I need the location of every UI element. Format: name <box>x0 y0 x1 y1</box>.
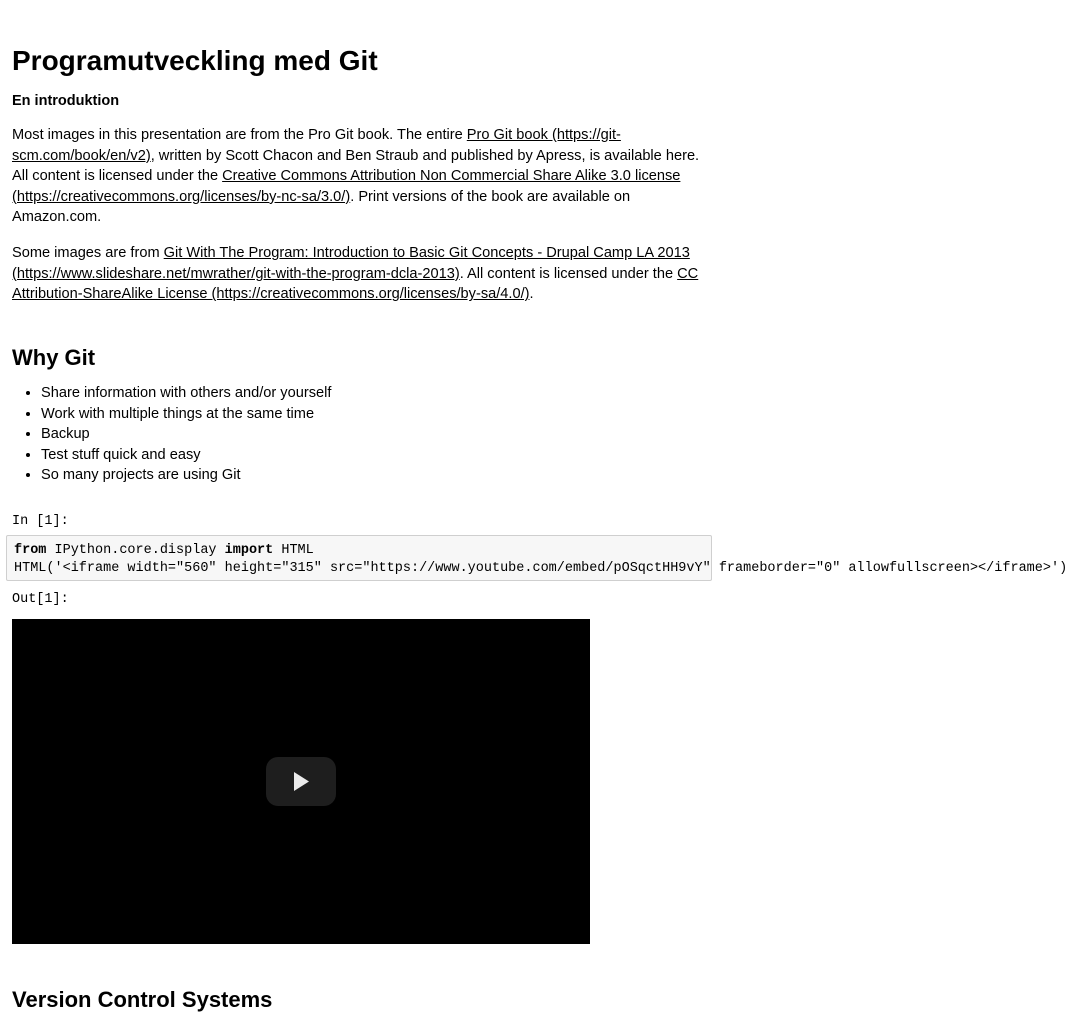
cc-by-nc-sa-license-link[interactable]: Creative Commons Attribution Non Commercial Share Alike 3.0 license (https://creativecommons.org/licenses/by-nc-sa/3.0/) <box>12 168 681 205</box>
why-git-heading: Why Git <box>12 345 96 370</box>
intro-text: Most images in this presentation are from the Pro Git book. The entire <box>12 127 467 143</box>
keyword: import <box>224 543 274 558</box>
intro-paragraph-2 <box>12 243 714 305</box>
page-subtitle: En introduktion <box>12 93 120 109</box>
input-prompt: In [1]: <box>12 514 69 529</box>
list-item: • So many projects are using Git <box>41 465 331 486</box>
list-item: • Test stuff quick and easy <box>41 445 331 466</box>
why-git-list <box>12 383 331 486</box>
code-token: IPython.core.display <box>46 543 225 558</box>
intro-text: Some images are from <box>12 245 164 261</box>
intro-text: , written by Scott Chacon and Ben Straub and published by Apress, is available here. All content is licensed under the <box>12 147 700 185</box>
intro-paragraph-1 <box>12 125 714 228</box>
embedded-video[interactable] <box>12 619 590 944</box>
intro-text: . <box>529 286 534 303</box>
list-item: • Backup <box>41 424 331 445</box>
code-cell[interactable] <box>6 535 1067 581</box>
keyword: from <box>14 543 47 558</box>
play-button[interactable] <box>266 757 336 806</box>
code-token: HTML <box>273 543 314 558</box>
page-title: Programutveckling med Git <box>12 45 378 76</box>
code-line: HTML('<iframe width="560" height="315" src="https://www.youtube.com/embed/pOSqctHH9vY" frameborder="0" allowfullscreen></iframe>') <box>14 561 1067 576</box>
pro-git-book-link[interactable]: Pro Git book (https://git-scm.com/book/en/v2) <box>12 127 621 164</box>
play-icon <box>266 757 336 806</box>
git-with-the-program-link[interactable]: Git With The Program: Introduction to Basic Git Concepts - Drupal Camp LA 2013 (https://www.slideshare.net/mwrather/git-with-the-program-dcla-2013) <box>12 245 690 282</box>
version-control-heading: Version Control Systems <box>12 987 273 1012</box>
intro-text: . Print versions of the book are available on Amazon.com. <box>12 188 631 226</box>
list-item: • Work with multiple things at the same time <box>41 404 331 425</box>
output-prompt: Out[1]: <box>12 592 69 607</box>
intro-text: . All content is licensed under the <box>459 265 678 282</box>
code-text <box>7 536 1067 578</box>
cc-by-sa-license-link[interactable]: CC Attribution-ShareAlike License (https://creativecommons.org/licenses/by-sa/4.0/) <box>12 265 699 303</box>
list-item: • Share information with others and/or yourself <box>41 383 331 404</box>
